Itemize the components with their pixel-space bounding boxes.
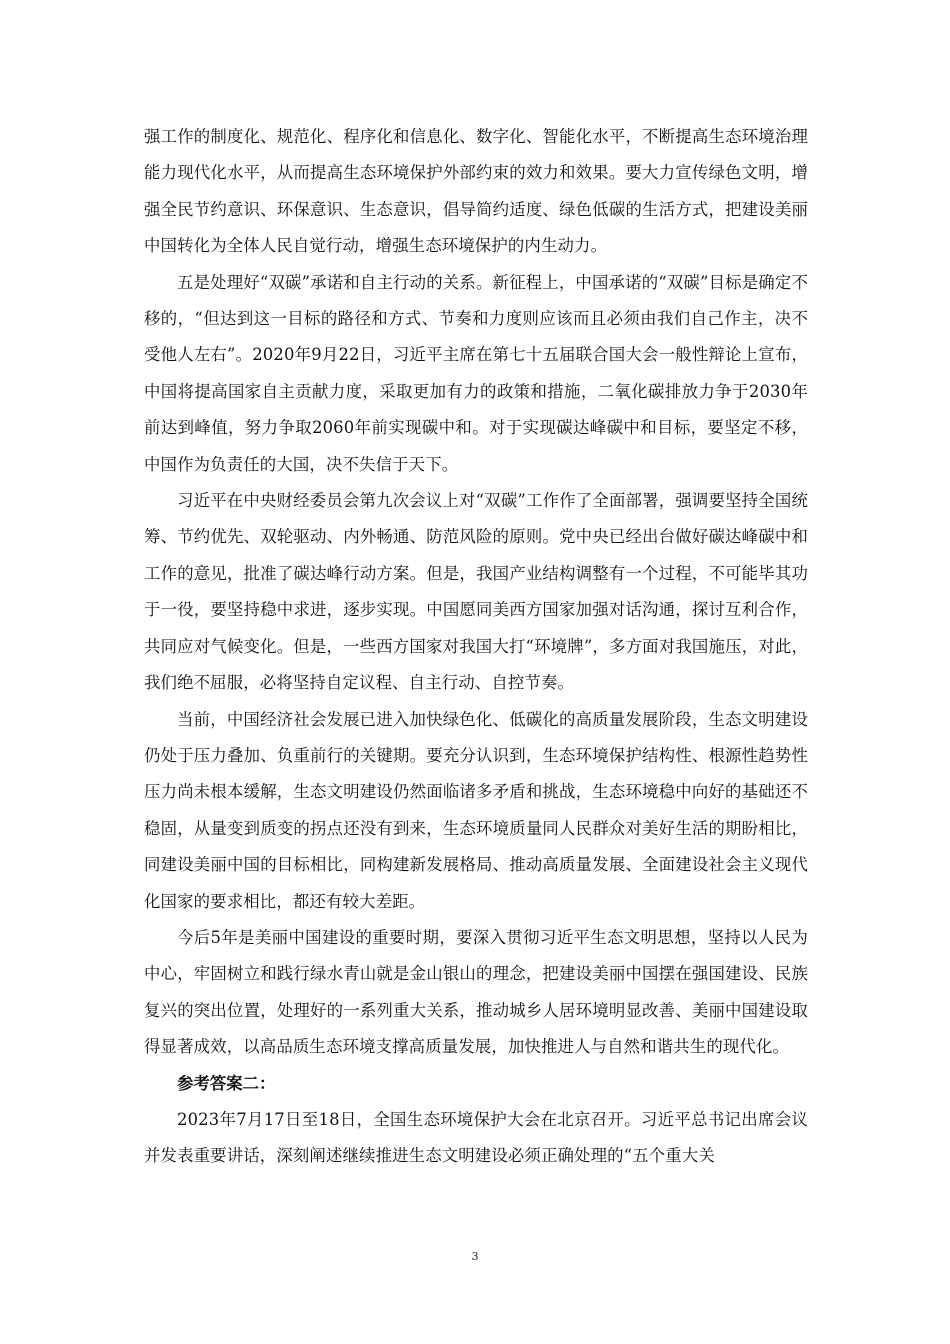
page-number: 3: [471, 1250, 479, 1263]
paragraph-current-stage: 当前，中国经济社会发展已进入加快绿色化、低碳化的高质量发展阶段，生态文明建设仍处于压力叠加、负重前行的关键期。要充分认识到，生态环境保护结构性、根源性趋势性压力尚未根本缓解，生态文明建设仍然面临诸多矛盾和挑战，生态环境稳中向好的基础还不稳固，从量变到质变的拐点还没有到来，生态环境质量同人民群众对美好生活的期盼相比，同建设美丽中国的目标相比，同构建新发展格局、推动高质量发展、全面建设社会主义现代化国家的要求相比，都还有较大差距。: [144, 709, 808, 911]
paragraph-conference: 2023年7月17日至18日，全国生态环境保护大会在北京召开。习近平总书记出席会议并发表重要讲话，深刻阐述继续推进生态文明建设必须正确处理的“五个重大关: [144, 1109, 808, 1166]
paragraph-central-finance: 习近平在中央财经委员会第九次会议上对“双碳”工作作了全面部署，强调要坚持全国统筹、节约优先、双轮驱动、内外畅通、防范风险的原则。党中央已经出台做好碳达峰碳中和工作的意见，批准了碳达峰行动方案。但是，我国产业结构调整有一个过程，不可能毕其功于一役，要坚持稳中求进，逐步实现。中国愿同美西方国家加强对话沟通，探讨互利合作，共同应对气候变化。但是，一些西方国家对我国大打“环境牌”，多方面对我国施压，对此，我们绝不屈服，必将坚持自定议程、自主行动、自控节奏。: [144, 491, 808, 693]
paragraph-next-five-years: 今后5年是美丽中国建设的重要时期，要深入贯彻习近平生态文明思想，坚持以人民为中心，牢固树立和践行绿水青山就是金山银山的理念，把建设美丽中国摆在强国建设、民族复兴的突出位置，处理好的一系列重大关系，推动城乡人居环境明显改善、美丽中国建设取得显著成效，以高品质生态环境支撑高质量发展，加快推进人与自然和谐共生的现代化。: [144, 927, 808, 1057]
document-body: [144, 119, 808, 1175]
section-heading: 参考答案二：: [177, 1073, 276, 1093]
paragraph-dual-carbon: 五是处理好“双碳”承诺和自主行动的关系。新征程上，中国承诺的“双碳”目标是确定不移的，“但达到这一目标的路径和方式、节奏和力度则应该而且必须由我们自己作主，决不受他人左右”。2020年9月22日，习近平主席在第七十五届联合国大会一般性辩论上宣布，中国将提高国家自主贡献力度，采取更加有力的政策和措施，二氧化碳排放力争于2030年前达到峰值，努力争取2060年前实现碳中和。对于实现碳达峰碳中和目标，要坚定不移，中国作为负责任的大国，决不失信于天下。: [144, 272, 808, 474]
paragraph-continuation: 强工作的制度化、规范化、程序化和信息化、数字化、智能化水平，不断提高生态环境治理能力现代化水平，从而提高生态环境保护外部约束的效力和效果。要大力宣传绿色文明，增强全民节约意识、环保意识、生态意识，倡导简约适度、绿色低碳的生活方式，把建设美丽中国转化为全体人民自觉行动，增强生态环境保护的内生动力。: [144, 127, 808, 256]
